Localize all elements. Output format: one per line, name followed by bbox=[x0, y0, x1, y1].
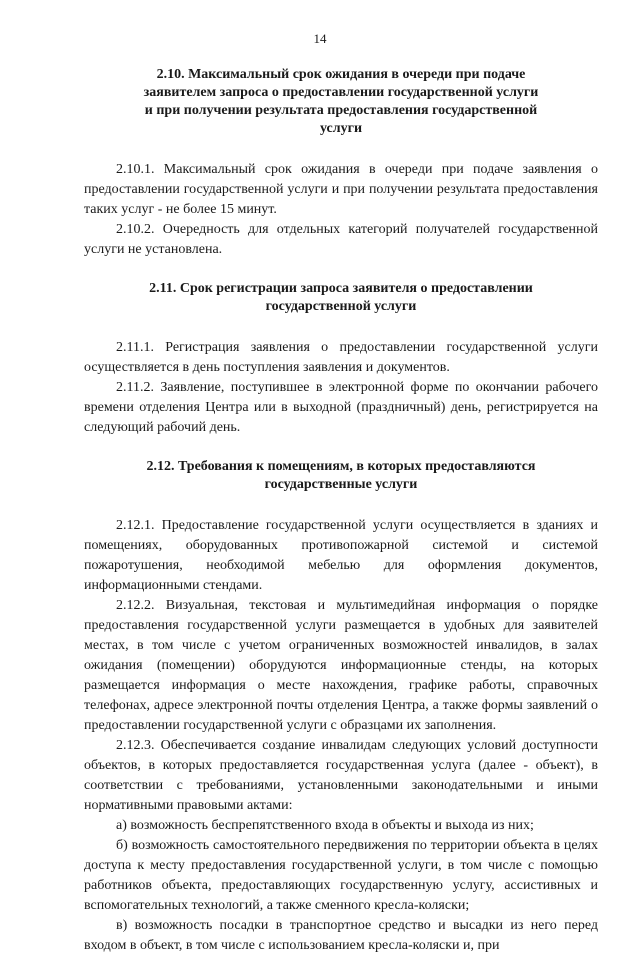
title-line: и при получении результата предоставления государственной bbox=[144, 103, 538, 118]
page-number: 14 bbox=[313, 31, 327, 46]
section-2-10-title bbox=[84, 66, 598, 138]
list-item-c: в) возможность посадки в транспортное средство и высадки из него перед входом в объект, в том числе с использованием кресла-коляски и, при bbox=[84, 918, 598, 953]
title-line: услуги bbox=[319, 121, 363, 136]
title-line: 2.12. Требования к помещениям, в которых предоставляются bbox=[146, 459, 536, 474]
document-body bbox=[84, 66, 598, 956]
paragraph-2-12-2: 2.12.2. Визуальная, текстовая и мультимедийная информация о порядке предоставления государственной услуги размещается в удобных для заявителей местах, в том числе с учетом ограниченных возможностей инвалидов, в залах ожидания (помещении) оборудуются информационные стенды, на которых размещается информация о месте нахождения, графике работы, справочных телефонах, адресе электронной почты отделения Центра, а также формы заявлений о предоставлении государственной услуги с образцами их заполнения. bbox=[84, 598, 598, 733]
paragraph-2-10-1: 2.10.1. Максимальный срок ожидания в очереди при подаче заявления о предоставлении государственной услуги и при получении результата предоставления таких услуг - не более 15 минут. bbox=[84, 162, 598, 217]
paragraph-2-11-1: 2.11.1. Регистрация заявления о предоставлении государственной услуги осуществляется в день поступления заявления и документов. bbox=[84, 340, 598, 375]
section-2-11 bbox=[84, 280, 598, 438]
title-line: 2.10. Максимальный срок ожидания в очереди при подаче bbox=[156, 67, 526, 82]
paragraph-2-10-2: 2.10.2. Очередность для отдельных категорий получателей государственной услуги не установлена. bbox=[84, 222, 598, 257]
section-2-10 bbox=[84, 66, 598, 260]
paragraph-2-12-1: 2.12.1. Предоставление государственной услуги осуществляется в зданиях и помещениях, оборудованных противопожарной системой и системой пожаротушения, необходимой мебелью для оформления документов, информационными стендами. bbox=[84, 518, 598, 593]
list-item-a: а) возможность беспрепятственного входа в объекты и выхода из них; bbox=[116, 818, 534, 833]
paragraph-2-12-3: 2.12.3. Обеспечивается создание инвалидам следующих условий доступности объектов, в которых предоставляется государственная услуга (далее - объект), в соответствии с требованиями, установленными законодательными и иными нормативными правовыми актами: bbox=[84, 738, 598, 813]
title-line: заявителем запроса о предоставлении государственной услуги bbox=[143, 85, 539, 100]
title-line: государственной услуги bbox=[265, 299, 417, 314]
paragraph-2-11-2: 2.11.2. Заявление, поступившее в электронной форме по окончании рабочего времени отделения Центра или в выходной (праздничный) день, регистрируется на следующий рабочий день. bbox=[84, 380, 598, 435]
title-line: 2.11. Срок регистрации запроса заявителя о предоставлении bbox=[149, 281, 533, 296]
section-2-11-title bbox=[84, 280, 598, 316]
section-2-12 bbox=[84, 458, 598, 956]
title-line: государственные услуги bbox=[264, 477, 418, 492]
section-2-12-title bbox=[84, 458, 598, 494]
list-item-b: б) возможность самостоятельного передвижения по территории объекта в целях доступа к месту предоставления государственной услуги, в том числе с помощью работников объекта, предоставляющих государственную услугу, ассистивных и вспомогательных технологий, а также сменного кресла-коляски; bbox=[84, 838, 598, 913]
